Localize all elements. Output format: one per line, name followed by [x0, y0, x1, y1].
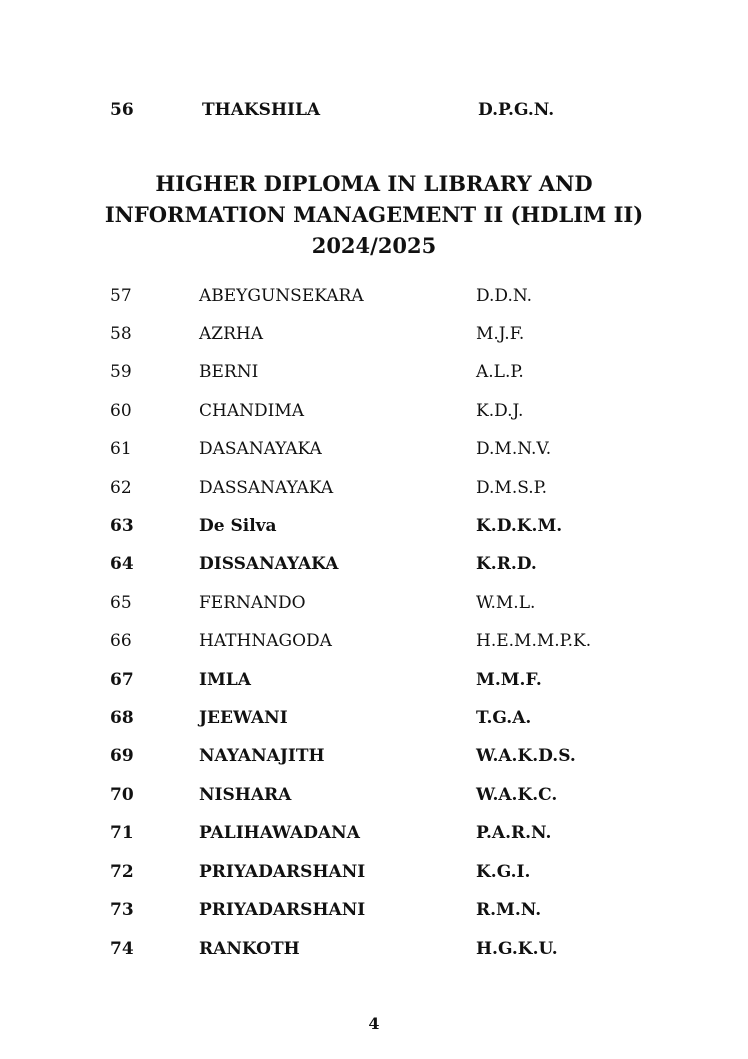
entry-number: 59: [110, 362, 132, 382]
entry-surname: IMLA: [199, 670, 251, 690]
entry-surname: PALIHAWADANA: [199, 823, 360, 843]
heading-line-2: INFORMATION MANAGEMENT II (HDLIM II): [104, 202, 644, 227]
entry-surname: DASSANAYAKA: [199, 478, 334, 498]
entry-surname: De Silva: [199, 516, 277, 536]
entry-surname: NAYANAJITH: [199, 746, 325, 766]
entry-surname: CHANDIMA: [199, 401, 305, 421]
entry-initials: D.M.S.P.: [476, 478, 548, 498]
heading-line-3: 2024/2025: [311, 233, 437, 258]
list-item: [0, 399, 748, 423]
entry-surname: NISHARA: [199, 785, 292, 805]
list-item: [0, 284, 748, 308]
list-item: [0, 629, 748, 653]
entry-surname: DASANAYAKA: [199, 439, 322, 459]
entry-number: 68: [110, 708, 134, 728]
entry-initials: R.M.N.: [476, 900, 542, 920]
entry-initials: M.M.F.: [476, 670, 542, 690]
entry-initials: M.J.F.: [476, 324, 525, 344]
entry-initials: T.G.A.: [476, 708, 532, 728]
entry-surname: PRIYADARSHANI: [199, 862, 366, 882]
entry-initials: D.M.N.V.: [476, 439, 552, 459]
entry-surname: JEEWANI: [199, 708, 288, 728]
entry-initials: W.A.K.D.S.: [476, 746, 576, 766]
entry-number: 74: [110, 939, 134, 959]
page-number: 4: [368, 1014, 380, 1033]
list-item: [0, 360, 748, 384]
entry-number: 61: [110, 439, 132, 459]
entry-number: 58: [110, 324, 132, 344]
entry-surname: HATHNAGODA: [199, 631, 332, 651]
list-item: [0, 860, 748, 884]
list-item: [0, 98, 748, 122]
entry-number: 63: [110, 516, 134, 536]
entry-surname: BERNI: [199, 362, 259, 382]
entry-initials: W.M.L.: [476, 593, 536, 613]
list-item: [0, 514, 748, 538]
list-item: [0, 591, 748, 615]
entry-initials: K.R.D.: [476, 554, 537, 574]
entry-initials: D.P.G.N.: [478, 100, 555, 120]
entry-initials: H.E.M.M.P.K.: [476, 631, 592, 651]
entry-surname: PRIYADARSHANI: [199, 900, 366, 920]
entry-initials: K.D.J.: [476, 401, 524, 421]
entry-number: 72: [110, 862, 134, 882]
list-item: [0, 937, 748, 961]
entry-surname: DISSANAYAKA: [199, 554, 339, 574]
entry-number: 56: [110, 100, 134, 120]
entry-initials: W.A.K.C.: [476, 785, 558, 805]
list-item: [0, 437, 748, 461]
entry-number: 60: [110, 401, 132, 421]
entry-initials: K.G.I.: [476, 862, 531, 882]
entry-surname: AZRHA: [199, 324, 263, 344]
entry-number: 67: [110, 670, 134, 690]
entry-number: 65: [110, 593, 132, 613]
list-item: [0, 783, 748, 807]
list-item: [0, 322, 748, 346]
entry-number: 70: [110, 785, 134, 805]
entry-initials: H.G.K.U.: [476, 939, 558, 959]
entry-number: 69: [110, 746, 134, 766]
entry-initials: K.D.K.M.: [476, 516, 563, 536]
entry-number: 71: [110, 823, 134, 843]
entry-initials: D.D.N.: [476, 286, 533, 306]
list-item: [0, 821, 748, 845]
entry-surname: ABEYGUNSEKARA: [199, 286, 364, 306]
entry-number: 62: [110, 478, 132, 498]
list-item: [0, 898, 748, 922]
entry-number: 64: [110, 554, 134, 574]
entry-number: 66: [110, 631, 132, 651]
entry-surname: RANKOTH: [199, 939, 300, 959]
list-item: [0, 668, 748, 692]
list-item: [0, 706, 748, 730]
entry-surname: THAKSHILA: [202, 100, 321, 120]
entry-initials: P.A.R.N.: [476, 823, 552, 843]
section-heading: [0, 168, 748, 261]
entry-number: 57: [110, 286, 132, 306]
entry-surname: FERNANDO: [199, 593, 306, 613]
heading-line-1: HIGHER DIPLOMA IN LIBRARY AND: [155, 171, 593, 196]
entry-initials: A.L.P.: [476, 362, 524, 382]
list-item: [0, 552, 748, 576]
list-item: [0, 476, 748, 500]
entry-number: 73: [110, 900, 134, 920]
list-item: [0, 744, 748, 768]
